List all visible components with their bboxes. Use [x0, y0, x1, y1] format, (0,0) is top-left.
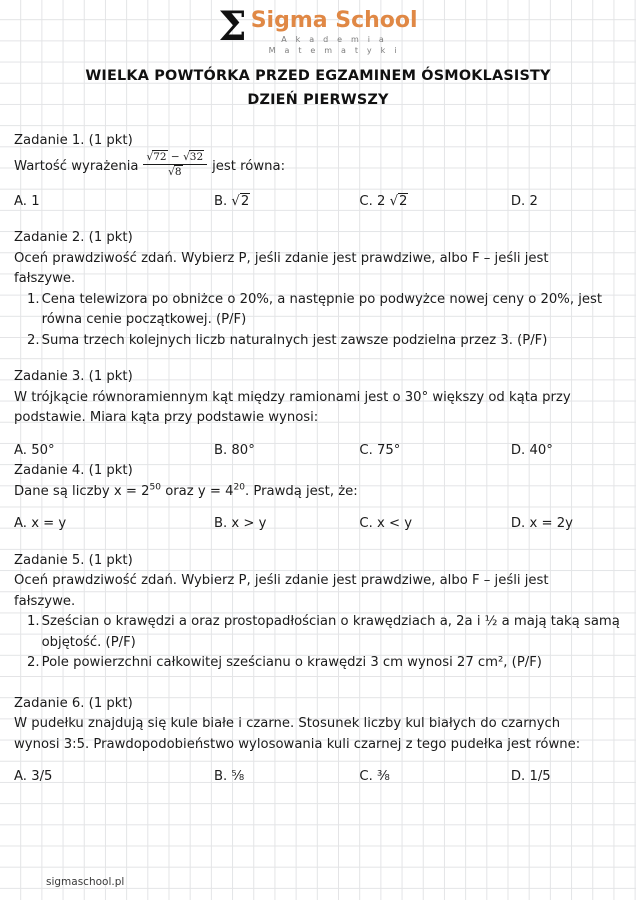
option-letter: B.	[213, 442, 228, 458]
option-value: 3/5	[31, 769, 53, 784]
task-1-option-a[interactable]	[14, 192, 214, 213]
option-value: x = y	[31, 516, 67, 531]
task-4-option-b[interactable]	[214, 514, 359, 535]
task-6-option-b[interactable]	[214, 767, 359, 788]
option-sqrt-coefficient: 2	[377, 193, 386, 209]
brand-tagline-line2: M a t e m a t y k i	[268, 46, 400, 55]
list-item	[14, 653, 620, 674]
option-value: x = 2y	[529, 516, 573, 531]
task-6-options	[14, 767, 620, 788]
task-1-options	[14, 192, 620, 213]
option-letter: C.	[359, 516, 373, 531]
task-6-heading: Zadanie 6. (1 pkt)	[14, 695, 133, 711]
task-5-instruction-line-2: fałszywe.	[14, 593, 76, 609]
worksheet-content	[14, 131, 620, 788]
option-value: √2	[231, 193, 250, 209]
option-value: 1	[31, 193, 40, 209]
statement-text: Suma trzech kolejnych liczb naturalnych jest zawsze podzielna przez 3. (P/F)	[41, 332, 548, 348]
page-title: WIELKA POWTÓRKA PRZED EGZAMINEM ÓSMOKLASISTY	[85, 68, 551, 84]
option-value: 75°	[377, 442, 401, 458]
task-1-heading: Zadanie 1. (1 pkt)	[14, 133, 133, 148]
task-4	[14, 461, 620, 535]
fraction-numerator: √72 − √32	[146, 150, 204, 163]
option-letter: C.	[359, 442, 373, 458]
option-value: ⅝	[231, 769, 245, 784]
task-3-option-b[interactable]	[214, 441, 359, 462]
task-1-option-d[interactable]	[511, 192, 620, 213]
option-value: x > y	[231, 516, 267, 531]
option-value: 2	[529, 193, 538, 209]
option-letter: C.	[359, 193, 373, 209]
task-1-option-c[interactable]	[359, 192, 511, 213]
task-5-heading: Zadanie 5. (1 pkt)	[14, 552, 133, 568]
numerator-sqrt-1: 72	[153, 150, 167, 163]
task-3-option-c[interactable]	[359, 441, 511, 462]
task-6	[14, 694, 620, 788]
option-value: 40°	[529, 442, 553, 458]
option-letter: B.	[213, 516, 228, 531]
task-2-instruction-line-2: fałszywe.	[14, 271, 76, 286]
task-1-prompt-before: Wartość wyrażenia	[14, 158, 139, 174]
option-value: x < y	[377, 516, 413, 531]
statement-text: Sześcian o krawędzi a oraz prostopadłościan o krawędziach a, 2a i ½ a mają taką samą objętość. (P/F)	[41, 614, 620, 650]
task-4-body-prefix: Dane są liczby x = 2	[14, 483, 150, 499]
task-2-instruction-line-1: Oceń prawdziwość zdań. Wybierz P, jeśli zdanie jest prawdziwe, albo F – jeśli jest	[14, 250, 549, 266]
task-3-option-a[interactable]	[14, 441, 214, 462]
task-4-heading: Zadanie 4. (1 pkt)	[14, 463, 133, 478]
task-4-exponent-2: 20	[233, 482, 245, 493]
task-4-body-suffix: . Prawdą jest, że:	[244, 483, 358, 499]
denominator-sqrt: 8	[174, 165, 182, 178]
task-2	[14, 228, 620, 351]
brand-tagline-line1: A k a d e m i a	[281, 35, 387, 44]
statement-text: Pole powierzchni całkowitej sześcianu o krawędzi 3 cm wynosi 27 cm², (P/F)	[41, 655, 542, 670]
task-3-body-line-2: podstawie. Miara kąta przy podstawie wynosi:	[14, 410, 319, 425]
task-6-option-c[interactable]	[359, 767, 511, 788]
task-6-body-line-1: W pudełku znajdują się kule białe i czarne. Stosunek liczby kul białych do czarnych	[14, 716, 561, 731]
statement-number: 1.	[27, 291, 40, 307]
task-6-body-line-2: wynosi 3:5. Prawdopodobieństwo wylosowania kuli czarnej z tego pudełka jest równe:	[14, 736, 581, 752]
task-1-fraction	[143, 151, 207, 179]
option-letter: D.	[510, 193, 526, 209]
statement-number: 1.	[27, 614, 40, 629]
statement-text: Cena telewizora po obniżce o 20%, a następnie po podwyżce nowej ceny o 20%, jest równa cenie początkowej. (P/F)	[41, 291, 603, 327]
task-5	[14, 551, 620, 674]
task-6-option-a[interactable]	[14, 767, 214, 788]
task-5-statements	[14, 612, 620, 674]
option-letter: D.	[510, 769, 526, 784]
task-1	[14, 131, 620, 212]
task-1-prompt-after: jest równa:	[212, 158, 286, 174]
task-4-option-d[interactable]	[511, 514, 620, 535]
brand-name: Sigma School	[250, 8, 418, 33]
list-item	[14, 290, 620, 331]
task-2-statements	[14, 290, 620, 352]
task-3	[14, 367, 620, 461]
statement-number: 2.	[27, 655, 40, 670]
option-letter: A.	[14, 193, 27, 209]
option-value: √2	[389, 193, 408, 209]
task-5-instruction-line-1: Oceń prawdziwość zdań. Wybierz P, jeśli zdanie jest prawdziwe, albo F – jeśli jest	[14, 573, 549, 588]
option-value: 50°	[31, 442, 55, 458]
page-subtitle: DZIEŃ PIERWSZY	[247, 92, 389, 108]
option-letter: A.	[14, 769, 27, 784]
option-letter: A.	[14, 442, 27, 458]
fraction-denominator: √8	[168, 165, 182, 178]
task-6-option-d[interactable]	[511, 767, 620, 788]
sigma-icon: Σ	[218, 3, 247, 50]
task-3-option-d[interactable]	[511, 441, 620, 462]
option-letter: A.	[14, 516, 27, 531]
option-sqrt-radicand: 2	[399, 193, 408, 209]
task-4-body-middle: oraz y = 4	[161, 483, 234, 499]
numerator-operator: −	[170, 150, 180, 163]
task-3-heading: Zadanie 3. (1 pkt)	[14, 369, 133, 384]
option-value: ⅜	[377, 769, 390, 784]
option-value: 80°	[231, 442, 255, 458]
option-letter: B.	[213, 769, 228, 784]
task-3-options	[14, 441, 620, 462]
option-letter: B.	[213, 193, 228, 209]
list-item	[14, 612, 620, 653]
option-letter: C.	[359, 769, 373, 784]
option-letter: D.	[510, 516, 526, 531]
option-sqrt-radicand: 2	[240, 193, 250, 209]
task-2-heading: Zadanie 2. (1 pkt)	[14, 230, 133, 245]
list-item	[14, 331, 620, 352]
task-1-option-b[interactable]	[214, 192, 359, 213]
numerator-sqrt-2: 32	[189, 150, 204, 163]
task-4-option-c[interactable]	[359, 514, 511, 535]
task-3-body-line-1: W trójkącie równoramiennym kąt między ramionami jest o 30° większy od kąta przy	[14, 389, 571, 405]
option-value: 1/5	[529, 769, 551, 784]
task-4-options	[14, 514, 620, 535]
task-1-prompt	[14, 152, 620, 180]
task-4-exponent-1: 50	[149, 482, 161, 493]
task-4-option-a[interactable]	[14, 514, 214, 535]
task-4-body	[14, 482, 620, 503]
statement-number: 2.	[27, 332, 40, 348]
footer-website: sigmaschool.pl	[46, 876, 125, 888]
brand-logo	[0, 3, 636, 58]
option-letter: D.	[510, 442, 526, 458]
